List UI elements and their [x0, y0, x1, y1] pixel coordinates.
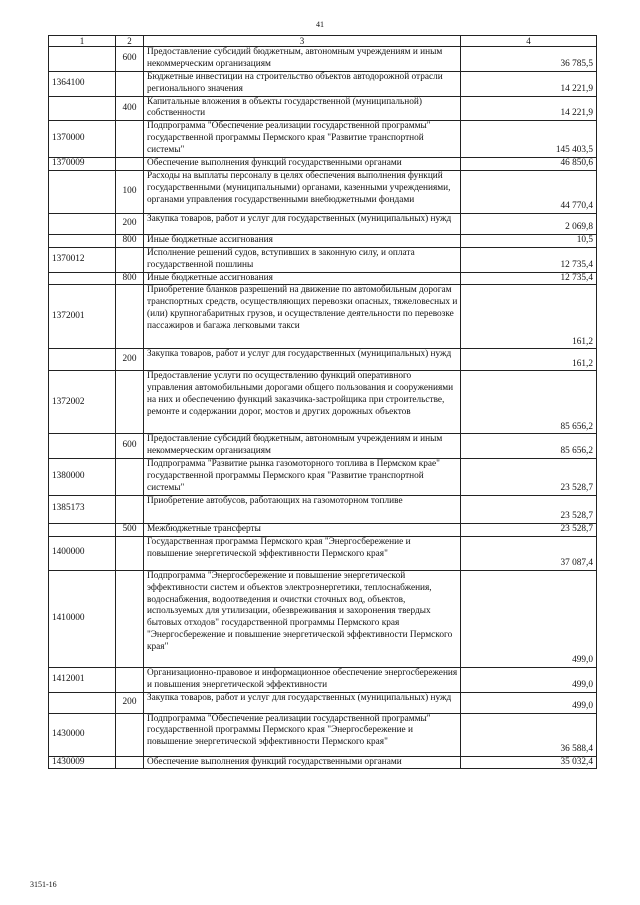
- column-number-row: [49, 36, 597, 47]
- expense-type-cell: [116, 495, 144, 523]
- amount-cell: 499,0: [461, 667, 597, 692]
- budget-code-cell: 1410000: [49, 570, 116, 667]
- amount-cell: 36 588,4: [461, 713, 597, 756]
- amount-cell: 23 528,7: [461, 459, 597, 496]
- description-cell: Подпрограмма "Обеспечение реализации государственной программы" государственной программы Пермского края "Развитие транспортной системы": [144, 121, 461, 158]
- table-row: [49, 234, 597, 247]
- expense-type-cell: [116, 71, 144, 96]
- table-row: [49, 692, 597, 713]
- expense-type-cell: [116, 667, 144, 692]
- description-cell: Обеспечение выполнения функций государственными органами: [144, 756, 461, 769]
- table-row: [49, 434, 597, 459]
- budget-code-cell: [49, 692, 116, 713]
- budget-code-cell: [49, 47, 116, 72]
- budget-code-cell: 1370000: [49, 121, 116, 158]
- expense-type-cell: 800: [116, 272, 144, 285]
- table-row: [49, 71, 597, 96]
- description-cell: Закупка товаров, работ и услуг для государственных (муниципальных) нужд: [144, 349, 461, 371]
- budget-code-cell: 1364100: [49, 71, 116, 96]
- description-cell: Государственная программа Пермского края "Энергосбережение и повышение энергетической эффективности Пермского края": [144, 536, 461, 570]
- table-row: [49, 247, 597, 272]
- description-cell: Приобретение бланков разрешений на движение по автомобильным дорогам транспортных средств, осуществляющих перевозки опасных, тяжеловесных и (или) крупногабаритных грузов, и осуществление деятельности по перевозке пассажиров и багажа легковыми такси: [144, 285, 461, 349]
- table-row: [49, 47, 597, 72]
- description-cell: Исполнение решений судов, вступивших в законную силу, и оплата государственной пошлины: [144, 247, 461, 272]
- budget-code-cell: [49, 272, 116, 285]
- expense-type-cell: [116, 713, 144, 756]
- description-cell: Подпрограмма "Энергосбережение и повышение энергетической эффективности систем и объектов электроэнергетики, теплоснабжения, водоснабжения, водоотведения и очистки сточных вод, объектов, используемых для утилизации, обезвреживания и захоронения твердых бытовых отходов" государственной программы Пермского края "Энергосбережение и повышение энергетической эффективности Пермского края": [144, 570, 461, 667]
- expense-type-cell: [116, 570, 144, 667]
- expense-type-cell: 600: [116, 434, 144, 459]
- amount-cell: 37 087,4: [461, 536, 597, 570]
- amount-cell: 12 735,4: [461, 272, 597, 285]
- amount-cell: 23 528,7: [461, 495, 597, 523]
- budget-code-cell: 1370012: [49, 247, 116, 272]
- amount-cell: 12 735,4: [461, 247, 597, 272]
- budget-code-cell: [49, 96, 116, 121]
- expense-type-cell: 100: [116, 170, 144, 213]
- expense-type-cell: [116, 247, 144, 272]
- budget-code-cell: 1430000: [49, 713, 116, 756]
- page-number: 41: [316, 20, 324, 29]
- budget-code-cell: 1412001: [49, 667, 116, 692]
- budget-code-cell: [49, 170, 116, 213]
- amount-cell: 36 785,5: [461, 47, 597, 72]
- description-cell: Закупка товаров, работ и услуг для государственных (муниципальных) нужд: [144, 213, 461, 234]
- expense-type-cell: [116, 459, 144, 496]
- expense-type-cell: 200: [116, 692, 144, 713]
- budget-table: [48, 35, 597, 769]
- expense-type-cell: 200: [116, 349, 144, 371]
- expense-type-cell: [116, 121, 144, 158]
- description-cell: Предоставление услуги по осуществлению функций оперативного управления автомобильными дорогами общего пользования и сооружениями на них и обеспечению функций заказчика-застройщика при строительстве, ремонте и содержании дорог, мостов и других дорожных объектов: [144, 371, 461, 434]
- table-row: [49, 213, 597, 234]
- amount-cell: 35 032,4: [461, 756, 597, 769]
- table-row: [49, 459, 597, 496]
- column-number: 3: [144, 36, 461, 47]
- table-row: [49, 570, 597, 667]
- budget-code-cell: 1380000: [49, 459, 116, 496]
- table-row: [49, 121, 597, 158]
- document-reference: 3151-16: [30, 880, 57, 889]
- expense-type-cell: [116, 285, 144, 349]
- amount-cell: 46 850,6: [461, 158, 597, 171]
- budget-code-cell: 1370009: [49, 158, 116, 171]
- table-row: [49, 285, 597, 349]
- expense-type-cell: 600: [116, 47, 144, 72]
- amount-cell: 23 528,7: [461, 523, 597, 536]
- budget-code-cell: 1372002: [49, 371, 116, 434]
- description-cell: Закупка товаров, работ и услуг для государственных (муниципальных) нужд: [144, 692, 461, 713]
- column-number: 1: [49, 36, 116, 47]
- column-number: 2: [116, 36, 144, 47]
- table-body: [49, 47, 597, 769]
- amount-cell: 499,0: [461, 692, 597, 713]
- amount-cell: 44 770,4: [461, 170, 597, 213]
- amount-cell: 14 221,9: [461, 96, 597, 121]
- expense-type-cell: 500: [116, 523, 144, 536]
- budget-code-cell: [49, 213, 116, 234]
- expense-type-cell: 400: [116, 96, 144, 121]
- expense-type-cell: [116, 756, 144, 769]
- description-cell: Приобретение автобусов, работающих на газомоторном топливе: [144, 495, 461, 523]
- table-row: [49, 170, 597, 213]
- description-cell: Подпрограмма "Развитие рынка газомоторного топлива в Пермском крае" государственной программы Пермского края "Развитие транспортной системы": [144, 459, 461, 496]
- amount-cell: 2 069,8: [461, 213, 597, 234]
- expense-type-cell: 800: [116, 234, 144, 247]
- budget-code-cell: [49, 349, 116, 371]
- expense-type-cell: 200: [116, 213, 144, 234]
- table-row: [49, 713, 597, 756]
- amount-cell: 10,5: [461, 234, 597, 247]
- description-cell: Иные бюджетные ассигнования: [144, 234, 461, 247]
- table-row: [49, 272, 597, 285]
- budget-code-cell: [49, 234, 116, 247]
- table-row: [49, 495, 597, 523]
- table-row: [49, 96, 597, 121]
- description-cell: Организационно-правовое и информационное обеспечение энергосбережения и повышения энергетической эффективности: [144, 667, 461, 692]
- expense-type-cell: [116, 158, 144, 171]
- description-cell: Бюджетные инвестиции на строительство объектов автодорожной отрасли регионального значения: [144, 71, 461, 96]
- amount-cell: 14 221,9: [461, 71, 597, 96]
- table-row: [49, 667, 597, 692]
- budget-code-cell: [49, 523, 116, 536]
- amount-cell: 145 403,5: [461, 121, 597, 158]
- budget-code-cell: 1385173: [49, 495, 116, 523]
- budget-code-cell: [49, 434, 116, 459]
- table-row: [49, 536, 597, 570]
- description-cell: Иные бюджетные ассигнования: [144, 272, 461, 285]
- column-number: 4: [461, 36, 597, 47]
- expense-type-cell: [116, 371, 144, 434]
- expense-type-cell: [116, 536, 144, 570]
- description-cell: Обеспечение выполнения функций государственными органами: [144, 158, 461, 171]
- amount-cell: 85 656,2: [461, 371, 597, 434]
- amount-cell: 499,0: [461, 570, 597, 667]
- description-cell: Капитальные вложения в объекты государственной (муниципальной) собственности: [144, 96, 461, 121]
- amount-cell: 161,2: [461, 349, 597, 371]
- description-cell: Межбюджетные трансферты: [144, 523, 461, 536]
- description-cell: Предоставление субсидий бюджетным, автономным учреждениям и иным некоммерческим организациям: [144, 434, 461, 459]
- amount-cell: 85 656,2: [461, 434, 597, 459]
- table-row: [49, 158, 597, 171]
- description-cell: Подпрограмма "Обеспечение реализации государственной программы" государственной программы Пермского края "Энергосбережение и повышение энергетической эффективности Пермского края": [144, 713, 461, 756]
- budget-code-cell: 1430009: [49, 756, 116, 769]
- description-cell: Предоставление субсидий бюджетным, автономным учреждениям и иным некоммерческим организациям: [144, 47, 461, 72]
- budget-code-cell: 1400000: [49, 536, 116, 570]
- table-row: [49, 523, 597, 536]
- table-row: [49, 756, 597, 769]
- table-row: [49, 349, 597, 371]
- description-cell: Расходы на выплаты персоналу в целях обеспечения выполнения функций государственными (муниципальными) органами, казенными учреждениями, органами управления государственными внебюджетными фондами: [144, 170, 461, 213]
- budget-code-cell: 1372001: [49, 285, 116, 349]
- amount-cell: 161,2: [461, 285, 597, 349]
- table-row: [49, 371, 597, 434]
